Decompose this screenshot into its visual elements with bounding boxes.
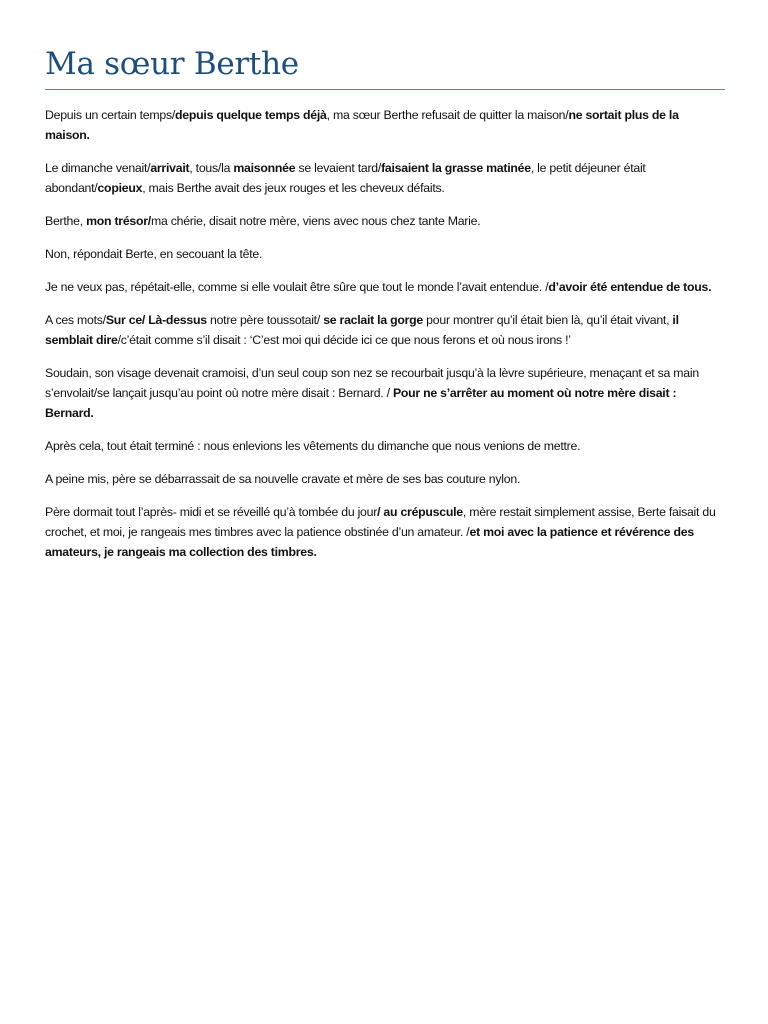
paragraph	[45, 158, 725, 198]
bold-text-run: Sur ce/ Là-dessus	[105, 313, 207, 328]
bold-text-run: mon trésor/	[86, 214, 151, 229]
paragraph	[45, 363, 725, 423]
text-run: Berthe,	[45, 214, 87, 229]
text-run: , mère restait simplement assise, Berte faisait du crochet, et moi, je rangeais mes timbres avec la patience obstinée d’un amateur. /	[45, 505, 716, 540]
text-run: Je ne veux pas, répétait-elle, comme si elle voulait être sûre que tout le monde l’avait entendue. /	[45, 280, 549, 295]
bold-text-run: copieux	[97, 181, 143, 196]
paragraph	[45, 244, 725, 264]
bold-text-run: faisaient la grasse matinée	[381, 161, 531, 176]
bold-text-run: maisonnée	[233, 161, 296, 176]
text-run: Le dimanche venait/	[45, 161, 151, 176]
bold-text-run: se raclait la gorge	[323, 313, 424, 328]
bold-text-run: Pour ne s’arrêter au moment où notre mère disait : Bernard.	[45, 386, 677, 421]
paragraph	[45, 502, 725, 562]
bold-text-run: d’avoir été entendue de tous.	[548, 280, 712, 295]
document-body	[45, 105, 725, 562]
text-run: /c’était comme s’il disait : ‘C’est moi qui décide ici ce que nous ferons et où nous irons !’	[117, 333, 571, 348]
text-run: , ma sœur Berthe refusait de quitter la maison/	[326, 108, 569, 123]
paragraph	[45, 211, 725, 231]
title-underline	[45, 89, 725, 90]
paragraph	[45, 469, 725, 489]
bold-text-run: ne sortait plus de la maison.	[45, 108, 679, 143]
text-run: pour montrer qu’il était bien là, qu’il était vivant,	[423, 313, 673, 328]
bold-text-run: / au crépuscule	[377, 505, 463, 520]
document-title: Ma sœur Berthe	[45, 46, 299, 82]
text-run: notre père toussotait/	[206, 313, 324, 328]
text-run: Soudain, son visage devenait cramoisi, d’un seul coup son nez se recourbait jusqu’à la lèvre supérieure, menaçant et sa main s’envolait/se lançait jusqu’au point où notre mère disait : Bernard. /	[45, 366, 699, 401]
text-run: ma chérie, disait notre mère, viens avec nous chez tante Marie.	[150, 214, 481, 229]
text-run: Depuis un certain temps/	[45, 108, 176, 123]
text-run: , tous/la	[189, 161, 234, 176]
text-run: , mais Berthe avait des jeux rouges et les cheveux défaits.	[142, 181, 445, 196]
text-run: , le petit déjeuner était abondant/	[45, 161, 646, 196]
bold-text-run: arrivait	[150, 161, 190, 176]
text-run: A peine mis, père se débarrassait de sa nouvelle cravate et mère de ses bas couture nylon.	[45, 472, 521, 487]
text-run: A ces mots/	[45, 313, 106, 328]
document-page	[45, 46, 725, 575]
paragraph	[45, 277, 725, 297]
paragraph	[45, 436, 725, 456]
paragraph	[45, 105, 725, 145]
bold-text-run: il semblait dire	[45, 313, 679, 348]
text-run: Non, répondait Berte, en secouant la tête.	[45, 247, 263, 262]
bold-text-run: depuis quelque temps déjà	[175, 108, 327, 123]
paragraph	[45, 310, 725, 350]
text-run: Père dormait tout l’après- midi et se réveillé qu’à tombée du jour	[45, 505, 378, 520]
text-run: se levaient tard/	[295, 161, 382, 176]
bold-text-run: et moi avec la patience et révérence des amateurs, je rangeais ma collection des timbres.	[45, 525, 694, 560]
text-run: Après cela, tout était terminé : nous enlevions les vêtements du dimanche que nous venions de mettre.	[45, 439, 581, 454]
